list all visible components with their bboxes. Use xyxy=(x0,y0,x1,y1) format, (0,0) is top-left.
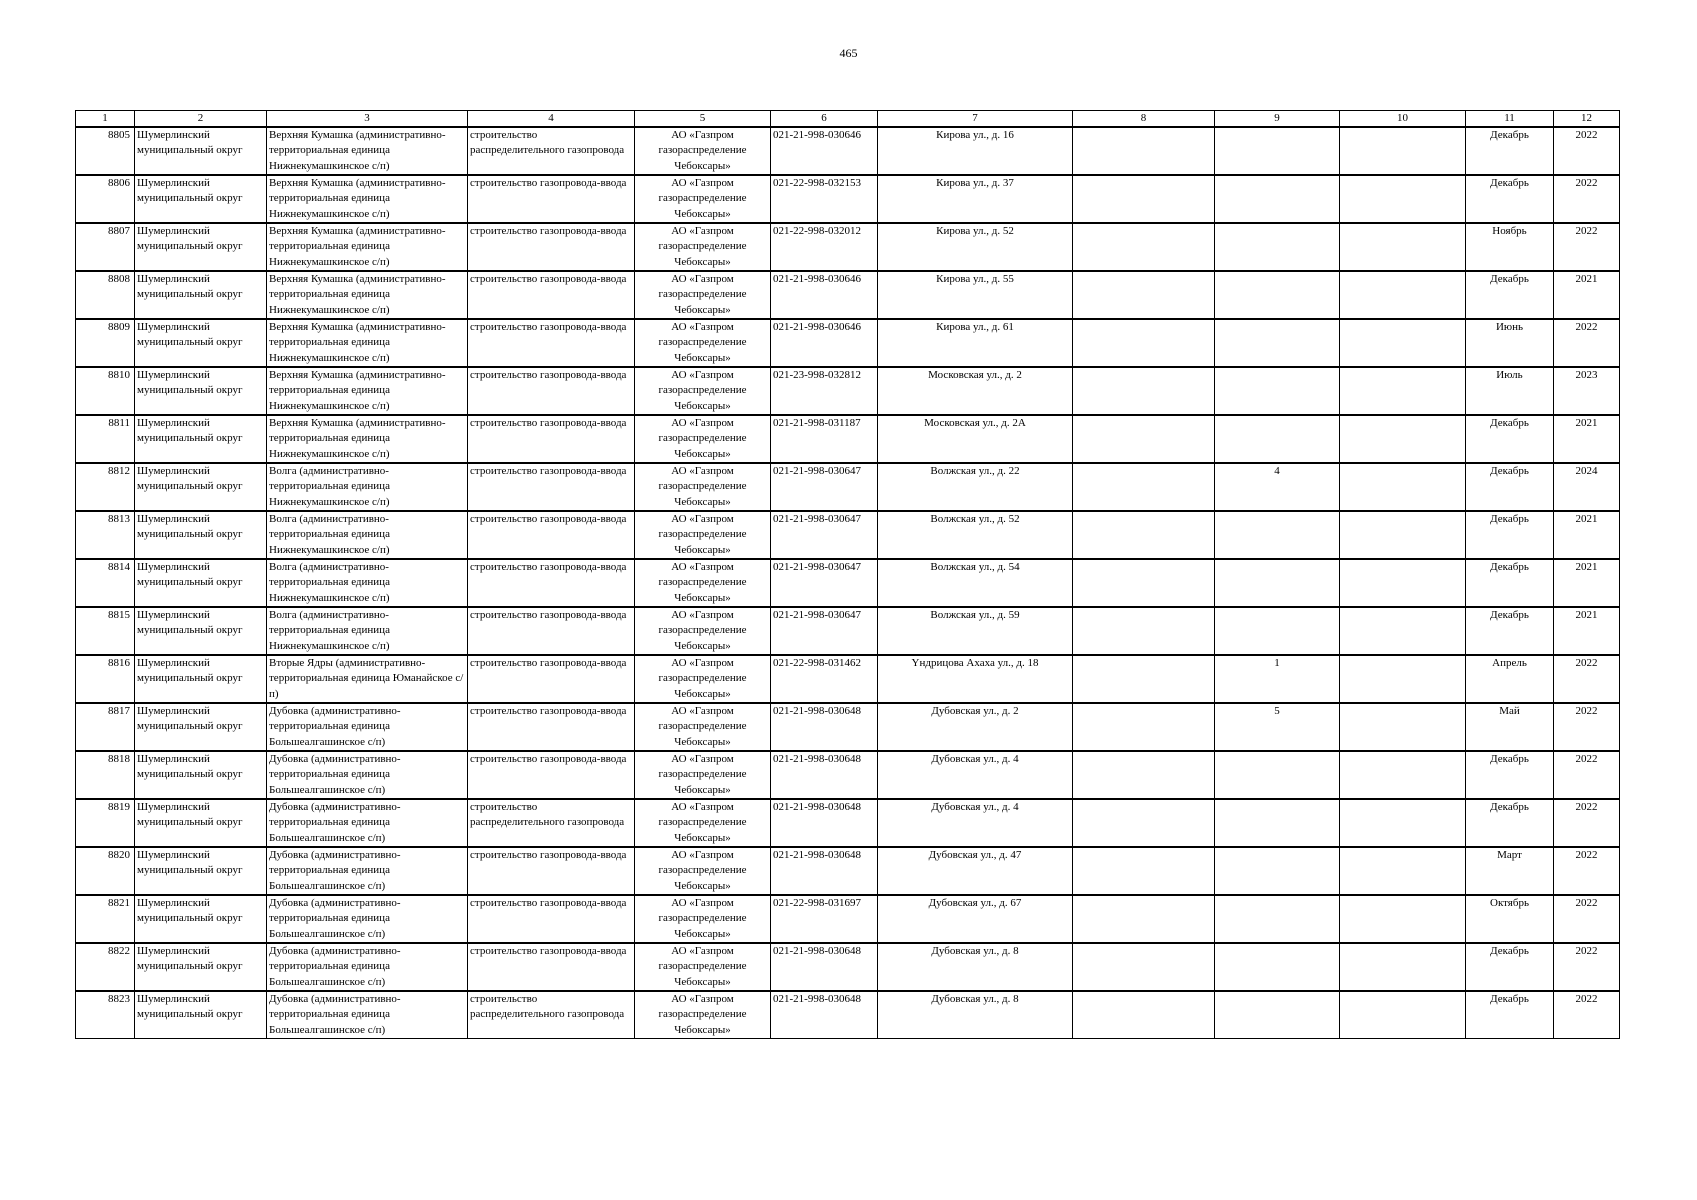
table-row xyxy=(76,607,1620,655)
address-cell: Дубовская ул., д. 67 xyxy=(878,895,1073,943)
object-code-cell: 021-22-998-032153 xyxy=(771,175,878,223)
table-row xyxy=(76,271,1620,319)
locality-cell: Дубовка (административно-территориальная единица Большеалгашинское с/п) xyxy=(267,751,468,799)
year-cell: 2022 xyxy=(1554,847,1620,895)
year-cell: 2021 xyxy=(1554,607,1620,655)
organization-cell: АО «Газпром газораспределение Чебоксары» xyxy=(635,271,771,319)
address-cell: Волжская ул., д. 52 xyxy=(878,511,1073,559)
district-cell: Шумерлинский муниципальный округ xyxy=(135,991,267,1039)
col9-cell xyxy=(1215,223,1340,271)
address-cell: Дубовская ул., д. 2 xyxy=(878,703,1073,751)
col10-cell xyxy=(1340,463,1466,511)
district-cell: Шумерлинский муниципальный округ xyxy=(135,655,267,703)
row-number: 8821 xyxy=(76,895,135,943)
object-code-cell: 021-21-998-030648 xyxy=(771,751,878,799)
col9-cell: 5 xyxy=(1215,703,1340,751)
organization-cell: АО «Газпром газораспределение Чебоксары» xyxy=(635,175,771,223)
col9-cell xyxy=(1215,127,1340,175)
work-type-cell: строительство газопровода-ввода xyxy=(468,367,635,415)
row-number: 8818 xyxy=(76,751,135,799)
month-cell: Декабрь xyxy=(1466,799,1554,847)
organization-cell: АО «Газпром газораспределение Чебоксары» xyxy=(635,655,771,703)
locality-cell: Верхняя Кумашка (административно-территориальная единица Нижнекумашкинское с/п) xyxy=(267,127,468,175)
col9-cell: 1 xyxy=(1215,655,1340,703)
locality-cell: Дубовка (административно-территориальная единица Большеалгашинское с/п) xyxy=(267,991,468,1039)
object-code-cell: 021-21-998-030648 xyxy=(771,703,878,751)
object-code-cell: 021-22-998-031697 xyxy=(771,895,878,943)
table-row xyxy=(76,319,1620,367)
row-number: 8819 xyxy=(76,799,135,847)
object-code-cell: 021-21-998-030648 xyxy=(771,847,878,895)
address-cell: Кирова ул., д. 55 xyxy=(878,271,1073,319)
col8-cell xyxy=(1073,703,1215,751)
col8-cell xyxy=(1073,463,1215,511)
month-cell: Декабрь xyxy=(1466,271,1554,319)
year-cell: 2022 xyxy=(1554,943,1620,991)
year-cell: 2022 xyxy=(1554,127,1620,175)
table-row xyxy=(76,175,1620,223)
district-cell: Шумерлинский муниципальный округ xyxy=(135,751,267,799)
locality-cell: Верхняя Кумашка (административно-территориальная единица Нижнекумашкинское с/п) xyxy=(267,223,468,271)
district-cell: Шумерлинский муниципальный округ xyxy=(135,895,267,943)
register-table xyxy=(75,110,1620,1039)
organization-cell: АО «Газпром газораспределение Чебоксары» xyxy=(635,559,771,607)
address-cell: Кирова ул., д. 37 xyxy=(878,175,1073,223)
address-cell: Дубовская ул., д. 47 xyxy=(878,847,1073,895)
month-cell: Декабрь xyxy=(1466,511,1554,559)
table-row xyxy=(76,895,1620,943)
address-cell: Дубовская ул., д. 8 xyxy=(878,943,1073,991)
column-header: 11 xyxy=(1466,111,1554,128)
district-cell: Шумерлинский муниципальный округ xyxy=(135,319,267,367)
district-cell: Шумерлинский муниципальный округ xyxy=(135,271,267,319)
year-cell: 2022 xyxy=(1554,991,1620,1039)
object-code-cell: 021-21-998-030647 xyxy=(771,511,878,559)
col10-cell xyxy=(1340,703,1466,751)
address-cell: Кирова ул., д. 52 xyxy=(878,223,1073,271)
district-cell: Шумерлинский муниципальный округ xyxy=(135,799,267,847)
year-cell: 2022 xyxy=(1554,655,1620,703)
month-cell: Декабрь xyxy=(1466,559,1554,607)
year-cell: 2022 xyxy=(1554,751,1620,799)
table-row xyxy=(76,847,1620,895)
row-number: 8823 xyxy=(76,991,135,1039)
column-header: 10 xyxy=(1340,111,1466,128)
object-code-cell: 021-21-998-030647 xyxy=(771,607,878,655)
locality-cell: Верхняя Кумашка (административно-территориальная единица Нижнекумашкинское с/п) xyxy=(267,415,468,463)
col9-cell xyxy=(1215,943,1340,991)
locality-cell: Верхняя Кумашка (административно-территориальная единица Нижнекумашкинское с/п) xyxy=(267,319,468,367)
organization-cell: АО «Газпром газораспределение Чебоксары» xyxy=(635,367,771,415)
organization-cell: АО «Газпром газораспределение Чебоксары» xyxy=(635,511,771,559)
address-cell: Московская ул., д. 2 xyxy=(878,367,1073,415)
col8-cell xyxy=(1073,847,1215,895)
table-row xyxy=(76,799,1620,847)
locality-cell: Дубовка (административно-территориальная единица Большеалгашинское с/п) xyxy=(267,943,468,991)
year-cell: 2024 xyxy=(1554,463,1620,511)
year-cell: 2022 xyxy=(1554,895,1620,943)
col9-cell xyxy=(1215,367,1340,415)
col10-cell xyxy=(1340,559,1466,607)
organization-cell: АО «Газпром газораспределение Чебоксары» xyxy=(635,127,771,175)
district-cell: Шумерлинский муниципальный округ xyxy=(135,703,267,751)
organization-cell: АО «Газпром газораспределение Чебоксары» xyxy=(635,703,771,751)
col8-cell xyxy=(1073,607,1215,655)
row-number: 8815 xyxy=(76,607,135,655)
work-type-cell: строительство газопровода-ввода xyxy=(468,655,635,703)
col8-cell xyxy=(1073,799,1215,847)
table-row xyxy=(76,751,1620,799)
month-cell: Декабрь xyxy=(1466,127,1554,175)
address-cell: Үндрицова Ахаха ул., д. 18 xyxy=(878,655,1073,703)
locality-cell: Дубовка (административно-территориальная единица Большеалгашинское с/п) xyxy=(267,895,468,943)
work-type-cell: строительство распределительного газопровода xyxy=(468,991,635,1039)
organization-cell: АО «Газпром газораспределение Чебоксары» xyxy=(635,223,771,271)
column-header: 12 xyxy=(1554,111,1620,128)
column-header: 3 xyxy=(267,111,468,128)
organization-cell: АО «Газпром газораспределение Чебоксары» xyxy=(635,751,771,799)
col9-cell: 4 xyxy=(1215,463,1340,511)
organization-cell: АО «Газпром газораспределение Чебоксары» xyxy=(635,319,771,367)
district-cell: Шумерлинский муниципальный округ xyxy=(135,223,267,271)
col8-cell xyxy=(1073,511,1215,559)
object-code-cell: 021-22-998-032012 xyxy=(771,223,878,271)
object-code-cell: 021-23-998-032812 xyxy=(771,367,878,415)
organization-cell: АО «Газпром газораспределение Чебоксары» xyxy=(635,943,771,991)
year-cell: 2021 xyxy=(1554,271,1620,319)
work-type-cell: строительство газопровода-ввода xyxy=(468,607,635,655)
table-row xyxy=(76,367,1620,415)
col10-cell xyxy=(1340,367,1466,415)
month-cell: Декабрь xyxy=(1466,751,1554,799)
col9-cell xyxy=(1215,991,1340,1039)
address-cell: Дубовская ул., д. 4 xyxy=(878,799,1073,847)
year-cell: 2021 xyxy=(1554,511,1620,559)
row-number: 8808 xyxy=(76,271,135,319)
month-cell: Декабрь xyxy=(1466,415,1554,463)
district-cell: Шумерлинский муниципальный округ xyxy=(135,943,267,991)
locality-cell: Волга (административно-территориальная единица Нижнекумашкинское с/п) xyxy=(267,511,468,559)
table-row xyxy=(76,559,1620,607)
address-cell: Волжская ул., д. 22 xyxy=(878,463,1073,511)
month-cell: Декабрь xyxy=(1466,463,1554,511)
work-type-cell: строительство распределительного газопровода xyxy=(468,799,635,847)
locality-cell: Волга (административно-территориальная единица Нижнекумашкинское с/п) xyxy=(267,463,468,511)
work-type-cell: строительство газопровода-ввода xyxy=(468,175,635,223)
col10-cell xyxy=(1340,319,1466,367)
work-type-cell: строительство газопровода-ввода xyxy=(468,511,635,559)
table-row xyxy=(76,703,1620,751)
month-cell: Декабрь xyxy=(1466,175,1554,223)
table-row xyxy=(76,127,1620,175)
locality-cell: Верхняя Кумашка (административно-территориальная единица Нижнекумашкинское с/п) xyxy=(267,175,468,223)
row-number: 8814 xyxy=(76,559,135,607)
district-cell: Шумерлинский муниципальный округ xyxy=(135,607,267,655)
col10-cell xyxy=(1340,943,1466,991)
year-cell: 2022 xyxy=(1554,703,1620,751)
organization-cell: АО «Газпром газораспределение Чебоксары» xyxy=(635,847,771,895)
object-code-cell: 021-21-998-030647 xyxy=(771,559,878,607)
col10-cell xyxy=(1340,415,1466,463)
row-number: 8817 xyxy=(76,703,135,751)
col8-cell xyxy=(1073,127,1215,175)
column-header: 8 xyxy=(1073,111,1215,128)
locality-cell: Вторые Ядры (административно-территориальная единица Юманайское с/п) xyxy=(267,655,468,703)
month-cell: Март xyxy=(1466,847,1554,895)
col10-cell xyxy=(1340,175,1466,223)
col8-cell xyxy=(1073,751,1215,799)
year-cell: 2023 xyxy=(1554,367,1620,415)
table-row xyxy=(76,511,1620,559)
col8-cell xyxy=(1073,991,1215,1039)
row-number: 8811 xyxy=(76,415,135,463)
col10-cell xyxy=(1340,751,1466,799)
work-type-cell: строительство газопровода-ввода xyxy=(468,559,635,607)
col8-cell xyxy=(1073,895,1215,943)
year-cell: 2022 xyxy=(1554,319,1620,367)
district-cell: Шумерлинский муниципальный округ xyxy=(135,127,267,175)
object-code-cell: 021-21-998-030646 xyxy=(771,319,878,367)
column-header: 2 xyxy=(135,111,267,128)
column-header: 5 xyxy=(635,111,771,128)
table-row xyxy=(76,991,1620,1039)
year-cell: 2022 xyxy=(1554,223,1620,271)
work-type-cell: строительство распределительного газопровода xyxy=(468,127,635,175)
district-cell: Шумерлинский муниципальный округ xyxy=(135,463,267,511)
work-type-cell: строительство газопровода-ввода xyxy=(468,847,635,895)
col8-cell xyxy=(1073,943,1215,991)
organization-cell: АО «Газпром газораспределение Чебоксары» xyxy=(635,463,771,511)
locality-cell: Волга (административно-территориальная единица Нижнекумашкинское с/п) xyxy=(267,559,468,607)
locality-cell: Дубовка (административно-территориальная единица Большеалгашинское с/п) xyxy=(267,703,468,751)
col9-cell xyxy=(1215,751,1340,799)
row-number: 8805 xyxy=(76,127,135,175)
table-row xyxy=(76,463,1620,511)
address-cell: Кирова ул., д. 61 xyxy=(878,319,1073,367)
column-header: 9 xyxy=(1215,111,1340,128)
address-cell: Дубовская ул., д. 4 xyxy=(878,751,1073,799)
work-type-cell: строительство газопровода-ввода xyxy=(468,271,635,319)
month-cell: Ноябрь xyxy=(1466,223,1554,271)
col9-cell xyxy=(1215,607,1340,655)
month-cell: Октябрь xyxy=(1466,895,1554,943)
locality-cell: Верхняя Кумашка (административно-территориальная единица Нижнекумашкинское с/п) xyxy=(267,271,468,319)
object-code-cell: 021-21-998-030648 xyxy=(771,799,878,847)
organization-cell: АО «Газпром газораспределение Чебоксары» xyxy=(635,799,771,847)
district-cell: Шумерлинский муниципальный округ xyxy=(135,511,267,559)
month-cell: Июль xyxy=(1466,367,1554,415)
month-cell: Декабрь xyxy=(1466,607,1554,655)
object-code-cell: 021-21-998-030647 xyxy=(771,463,878,511)
table-row xyxy=(76,655,1620,703)
col9-cell xyxy=(1215,511,1340,559)
district-cell: Шумерлинский муниципальный округ xyxy=(135,559,267,607)
object-code-cell: 021-21-998-031187 xyxy=(771,415,878,463)
col9-cell xyxy=(1215,847,1340,895)
column-number-row xyxy=(76,111,1620,128)
work-type-cell: строительство газопровода-ввода xyxy=(468,943,635,991)
column-header: 6 xyxy=(771,111,878,128)
organization-cell: АО «Газпром газораспределение Чебоксары» xyxy=(635,895,771,943)
col10-cell xyxy=(1340,511,1466,559)
locality-cell: Дубовка (административно-территориальная единица Большеалгашинское с/п) xyxy=(267,799,468,847)
col10-cell xyxy=(1340,895,1466,943)
row-number: 8807 xyxy=(76,223,135,271)
col8-cell xyxy=(1073,223,1215,271)
work-type-cell: строительство газопровода-ввода xyxy=(468,415,635,463)
col8-cell xyxy=(1073,655,1215,703)
locality-cell: Дубовка (административно-территориальная единица Большеалгашинское с/п) xyxy=(267,847,468,895)
col9-cell xyxy=(1215,799,1340,847)
page-number: 465 xyxy=(839,46,858,60)
table-row xyxy=(76,223,1620,271)
month-cell: Май xyxy=(1466,703,1554,751)
district-cell: Шумерлинский муниципальный округ xyxy=(135,847,267,895)
column-header: 4 xyxy=(468,111,635,128)
col10-cell xyxy=(1340,127,1466,175)
col8-cell xyxy=(1073,415,1215,463)
table-row xyxy=(76,415,1620,463)
address-cell: Московская ул., д. 2А xyxy=(878,415,1073,463)
locality-cell: Верхняя Кумашка (административно-территориальная единица Нижнекумашкинское с/п) xyxy=(267,367,468,415)
address-cell: Кирова ул., д. 16 xyxy=(878,127,1073,175)
work-type-cell: строительство газопровода-ввода xyxy=(468,751,635,799)
row-number: 8810 xyxy=(76,367,135,415)
row-number: 8812 xyxy=(76,463,135,511)
object-code-cell: 021-22-998-031462 xyxy=(771,655,878,703)
table-row xyxy=(76,943,1620,991)
col10-cell xyxy=(1340,847,1466,895)
column-header: 7 xyxy=(878,111,1073,128)
address-cell: Дубовская ул., д. 8 xyxy=(878,991,1073,1039)
organization-cell: АО «Газпром газораспределение Чебоксары» xyxy=(635,607,771,655)
month-cell: Июнь xyxy=(1466,319,1554,367)
col10-cell xyxy=(1340,223,1466,271)
year-cell: 2022 xyxy=(1554,799,1620,847)
organization-cell: АО «Газпром газораспределение Чебоксары» xyxy=(635,991,771,1039)
work-type-cell: строительство газопровода-ввода xyxy=(468,319,635,367)
month-cell: Декабрь xyxy=(1466,943,1554,991)
col9-cell xyxy=(1215,319,1340,367)
row-number: 8822 xyxy=(76,943,135,991)
row-number: 8809 xyxy=(76,319,135,367)
row-number: 8806 xyxy=(76,175,135,223)
locality-cell: Волга (административно-территориальная единица Нижнекумашкинское с/п) xyxy=(267,607,468,655)
row-number: 8813 xyxy=(76,511,135,559)
col9-cell xyxy=(1215,175,1340,223)
address-cell: Волжская ул., д. 54 xyxy=(878,559,1073,607)
work-type-cell: строительство газопровода-ввода xyxy=(468,463,635,511)
col10-cell xyxy=(1340,655,1466,703)
year-cell: 2021 xyxy=(1554,415,1620,463)
col8-cell xyxy=(1073,175,1215,223)
work-type-cell: строительство газопровода-ввода xyxy=(468,223,635,271)
work-type-cell: строительство газопровода-ввода xyxy=(468,895,635,943)
col8-cell xyxy=(1073,271,1215,319)
col9-cell xyxy=(1215,559,1340,607)
year-cell: 2021 xyxy=(1554,559,1620,607)
object-code-cell: 021-21-998-030648 xyxy=(771,991,878,1039)
col10-cell xyxy=(1340,799,1466,847)
col10-cell xyxy=(1340,991,1466,1039)
district-cell: Шумерлинский муниципальный округ xyxy=(135,367,267,415)
object-code-cell: 021-21-998-030646 xyxy=(771,271,878,319)
col8-cell xyxy=(1073,559,1215,607)
col9-cell xyxy=(1215,271,1340,319)
col8-cell xyxy=(1073,367,1215,415)
object-code-cell: 021-21-998-030648 xyxy=(771,943,878,991)
col8-cell xyxy=(1073,319,1215,367)
work-type-cell: строительство газопровода-ввода xyxy=(468,703,635,751)
district-cell: Шумерлинский муниципальный округ xyxy=(135,415,267,463)
column-header: 1 xyxy=(76,111,135,128)
month-cell: Апрель xyxy=(1466,655,1554,703)
col10-cell xyxy=(1340,607,1466,655)
row-number: 8820 xyxy=(76,847,135,895)
col10-cell xyxy=(1340,271,1466,319)
month-cell: Декабрь xyxy=(1466,991,1554,1039)
row-number: 8816 xyxy=(76,655,135,703)
year-cell: 2022 xyxy=(1554,175,1620,223)
object-code-cell: 021-21-998-030646 xyxy=(771,127,878,175)
col9-cell xyxy=(1215,895,1340,943)
district-cell: Шумерлинский муниципальный округ xyxy=(135,175,267,223)
col9-cell xyxy=(1215,415,1340,463)
address-cell: Волжская ул., д. 59 xyxy=(878,607,1073,655)
organization-cell: АО «Газпром газораспределение Чебоксары» xyxy=(635,415,771,463)
